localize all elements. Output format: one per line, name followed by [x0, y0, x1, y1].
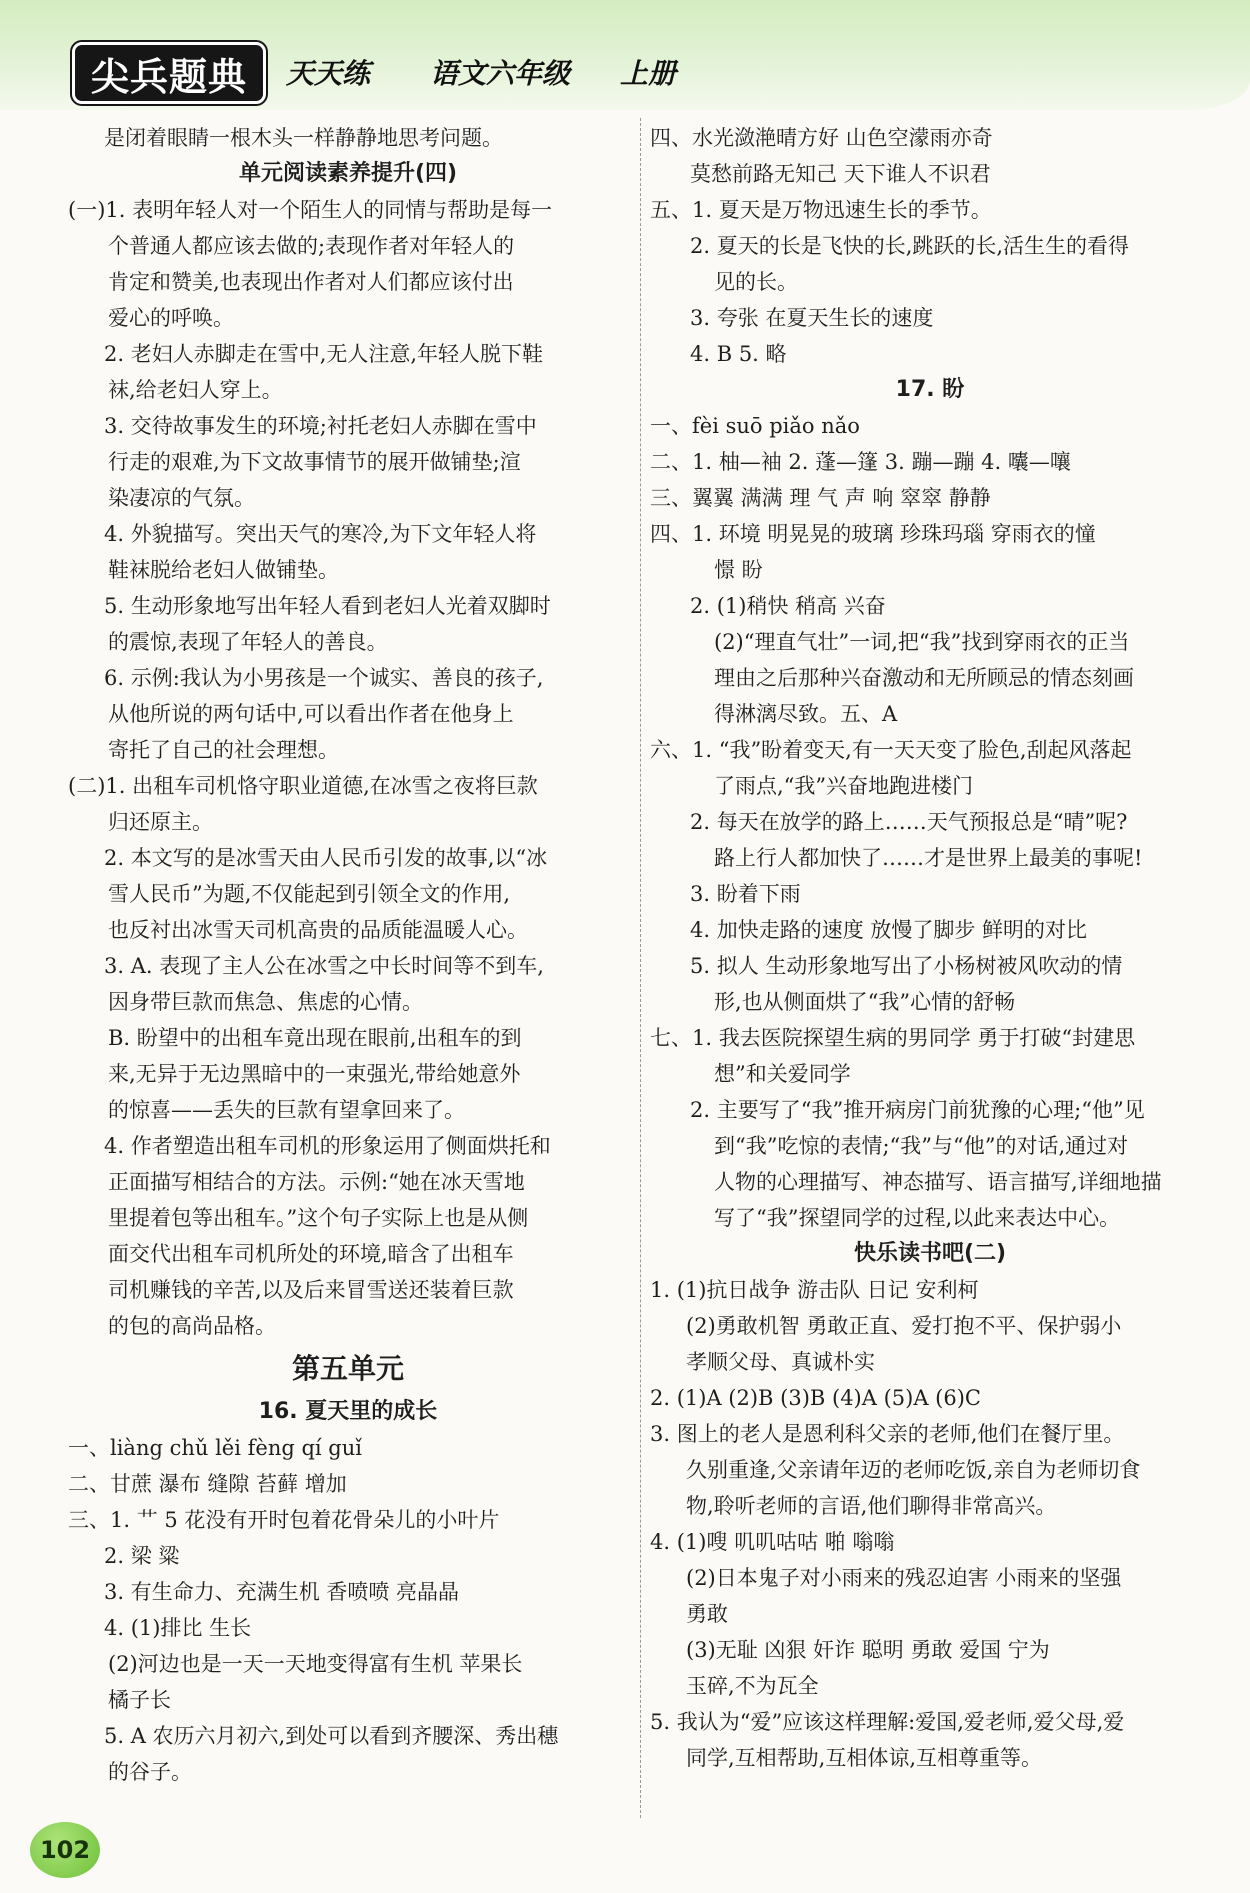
answer-line: 七、1. 我去医院探望生病的男同学 勇于打破“封建思 [650, 1026, 1136, 1050]
answer-line: 也反衬出冰雪天司机高贵的品质能温暖人心。 [108, 918, 528, 942]
answer-line: 5. 生动形象地写出年轻人看到老妇人光着双脚时 [104, 594, 551, 618]
answer-line: 的谷子。 [108, 1760, 192, 1784]
answer-line: 久别重逢,父亲请年迈的老师吃饭,亲自为老师切食 [686, 1458, 1141, 1482]
answer-line: 2. 本文写的是冰雪天由人民币引发的故事,以“冰 [104, 846, 548, 870]
answer-line: 雪人民币”为题,不仅能起到引领全文的作用, [108, 882, 511, 906]
answer-line: 的包的高尚品格。 [108, 1314, 276, 1338]
answer-line: 一、liàng chǔ lěi fèng qí guǐ [68, 1436, 362, 1460]
answer-line: 一、fèi suō piǎo nǎo [650, 414, 860, 438]
answer-line: 正面描写相结合的方法。示例:“她在冰天雪地 [108, 1170, 525, 1194]
answer-line: 2. 主要写了“我”推开病房门前犹豫的心理;“他”见 [690, 1098, 1145, 1122]
answer-line: 2. 每天在放学的路上……天气预报总是“晴”呢? [690, 810, 1128, 834]
answer-line: 2. 夏天的长是飞快的长,跳跃的长,活生生的看得 [690, 234, 1130, 258]
answer-line: 司机赚钱的辛苦,以及后来冒雪送还装着巨款 [108, 1278, 514, 1302]
section-heading: 单元阅读素养提升(四) [238, 161, 458, 186]
answer-line: (2)日本鬼子对小雨来的残忍迫害 小雨来的坚强 [686, 1566, 1122, 1590]
answer-line: 见的长。 [714, 270, 798, 294]
answer-line: 1. (1)抗日战争 游击队 日记 安利柯 [650, 1278, 979, 1302]
right-column [650, 120, 1210, 1776]
answer-line: 3. 有生命力、充满生机 香喷喷 亮晶晶 [104, 1580, 460, 1604]
answer-line: 到“我”吃惊的表情;“我”与“他”的对话,通过对 [714, 1134, 1129, 1158]
answer-line: 的惊喜——丢失的巨款有望拿回来了。 [108, 1098, 465, 1122]
answer-line: (2)“理直气壮”一词,把“我”找到穿雨衣的正当 [714, 630, 1130, 654]
answer-line: 物,聆听老师的言语,他们聊得非常高兴。 [686, 1494, 1057, 1518]
answer-line: 孝顺父母、真诚朴实 [686, 1350, 875, 1374]
answer-line: 鞋袜脱给老妇人做铺垫。 [108, 558, 339, 582]
answer-line: 2. (1)稍快 稍高 兴奋 [690, 594, 886, 618]
answer-line: 形,也从侧面烘了“我”心情的舒畅 [714, 990, 1016, 1014]
answer-line: 的震惊,表现了年轻人的善良。 [108, 630, 388, 654]
answer-line: 写了“我”探望同学的过程,以此来表达中心。 [714, 1206, 1121, 1230]
answer-line: 3. 夸张 在夏天生长的速度 [690, 306, 934, 330]
answer-line: 五、1. 夏天是万物迅速生长的季节。 [650, 198, 992, 222]
answer-line: 因身带巨款而焦急、焦虑的心情。 [108, 990, 423, 1014]
section-heading: 快乐读书吧(二) [853, 1241, 1007, 1266]
answer-line: 三、1. 艹 5 花没有开时包着花骨朵儿的小叶片 [68, 1508, 500, 1532]
page-header [0, 0, 1250, 110]
answer-line: 玉碎,不为瓦全 [686, 1674, 819, 1698]
answer-line: 3. 盼着下雨 [690, 882, 801, 906]
answer-line: 4. 外貌描写。突出天气的寒冷,为下文年轻人将 [104, 522, 537, 546]
answer-line: 四、1. 环境 明晃晃的玻璃 珍珠玛瑙 穿雨衣的憧 [650, 522, 1096, 546]
left-column [68, 120, 628, 1790]
answer-line: B. 盼望中的出租车竟出现在眼前,出租车的到 [108, 1026, 522, 1050]
answer-line: 4. (1)排比 生长 [104, 1616, 252, 1640]
answer-line: 莫愁前路无知己 天下谁人不识君 [690, 162, 991, 186]
answer-line: 个普通人都应该去做的;表现作者对年轻人的 [108, 234, 515, 258]
answer-line: 四、水光潋滟晴方好 山色空濛雨亦奇 [650, 126, 993, 150]
answer-line: (2)勇敢机智 勇敢正直、爱打抱不平、保护弱小 [686, 1314, 1122, 1338]
answer-line: 2. 梁 粱 [104, 1544, 180, 1568]
answer-line: 路上行人都加快了……才是世界上最美的事呢! [714, 846, 1143, 870]
section-heading: 16. 夏天里的成长 [258, 1399, 438, 1424]
answer-line: (2)河边也是一天一天地变得富有生机 苹果长 [108, 1652, 523, 1676]
answer-line: 染凄凉的气氛。 [108, 486, 255, 510]
column-divider [640, 118, 642, 1818]
answer-line: 理由之后那种兴奋激动和无所顾忌的情态刻画 [714, 666, 1134, 690]
answer-line: 5. 拟人 生动形象地写出了小杨树被风吹动的情 [690, 954, 1123, 978]
series-name: 天天练 [286, 57, 371, 90]
answer-line: 憬 盼 [714, 558, 763, 582]
answer-line: 寄托了自己的社会理想。 [108, 738, 339, 762]
volume-label: 上册 [620, 57, 677, 90]
answer-line: 里提着包等出租车。”这个句子实际上也是从侧 [108, 1206, 529, 1230]
answer-line: 二、1. 柚—袖 2. 蓬—篷 3. 蹦—蹦 4. 囔—嚷 [650, 450, 1071, 474]
answer-line: 想”和关爱同学 [714, 1062, 851, 1086]
answer-line: 三、翼翼 满满 理 气 声 响 窣窣 静静 [650, 486, 991, 510]
answer-line: 袜,给老妇人穿上。 [108, 378, 283, 402]
answer-line: 橘子长 [108, 1688, 171, 1712]
answer-line: 得淋漓尽致。五、A [714, 702, 898, 726]
section-heading: 17. 盼 [895, 377, 965, 402]
answer-line: (二)1. 出租车司机恪守职业道德,在冰雪之夜将巨款 [68, 774, 538, 798]
answer-line: 面交代出租车司机所处的环境,暗含了出租车 [108, 1242, 514, 1266]
answer-line: 归还原主。 [108, 810, 213, 834]
answer-line: 六、1. “我”盼着变天,有一天天变了脸色,刮起风落起 [650, 738, 1132, 762]
answer-line: 4. 作者塑造出租车司机的形象运用了侧面烘托和 [104, 1134, 551, 1158]
answer-line: 3. A. 表现了主人公在冰雪之中长时间等不到车, [104, 954, 544, 978]
answer-line: 4. 加快走路的速度 放慢了脚步 鲜明的对比 [690, 918, 1088, 942]
answer-line: 6. 示例:我认为小男孩是一个诚实、善良的孩子, [104, 666, 544, 690]
answer-line: 了雨点,“我”兴奋地跑进楼门 [714, 774, 974, 798]
answer-line: 4. B 5. 略 [690, 342, 787, 366]
answer-line: 勇敢 [686, 1602, 728, 1626]
answer-line: 行走的艰难,为下文故事情节的展开做铺垫;渲 [108, 450, 521, 474]
answer-line: 5. A 农历六月初六,到处可以看到齐腰深、秀出穗 [104, 1724, 559, 1748]
page-number: 102 [30, 1822, 100, 1878]
answer-line: 3. 图上的老人是恩利科父亲的老师,他们在餐厅里。 [650, 1422, 1125, 1446]
answer-line: 3. 交待故事发生的环境;衬托老妇人赤脚在雪中 [104, 414, 537, 438]
answer-line: 肯定和赞美,也表现出作者对人们都应该付出 [108, 270, 514, 294]
answer-line: 爱心的呼唤。 [108, 306, 234, 330]
answer-line: 是闭着眼睛一根木头一样静静地思考问题。 [104, 126, 503, 150]
answer-line: 人物的心理描写、神态描写、语言描写,详细地描 [714, 1170, 1162, 1194]
brand-logo: 尖兵题典 [72, 42, 266, 104]
answer-line: 二、甘蔗 瀑布 缝隙 苔藓 增加 [68, 1472, 347, 1496]
answer-line: (3)无耻 凶狠 奸诈 聪明 勇敢 爱国 宁为 [686, 1638, 1050, 1662]
answer-line: 同学,互相帮助,互相体谅,互相尊重等。 [686, 1746, 1043, 1770]
answer-line: 4. (1)嗖 叽叽咕咕 啪 嗡嗡 [650, 1530, 895, 1554]
subject-grade: 语文六年级 [430, 57, 571, 90]
answer-line: 2. 老妇人赤脚走在雪中,无人注意,年轻人脱下鞋 [104, 342, 544, 366]
answer-line: 从他所说的两句话中,可以看出作者在他身上 [108, 702, 514, 726]
answer-line: 来,无异于无边黑暗中的一束强光,带给她意外 [108, 1062, 521, 1086]
section-heading: 第五单元 [291, 1352, 404, 1385]
answer-line: (一)1. 表明年轻人对一个陌生人的同情与帮助是每一 [68, 198, 553, 222]
answer-line: 2. (1)A (2)B (3)B (4)A (5)A (6)C [650, 1386, 981, 1410]
answer-line: 5. 我认为“爱”应该这样理解:爱国,爱老师,爱父母,爱 [650, 1710, 1125, 1734]
